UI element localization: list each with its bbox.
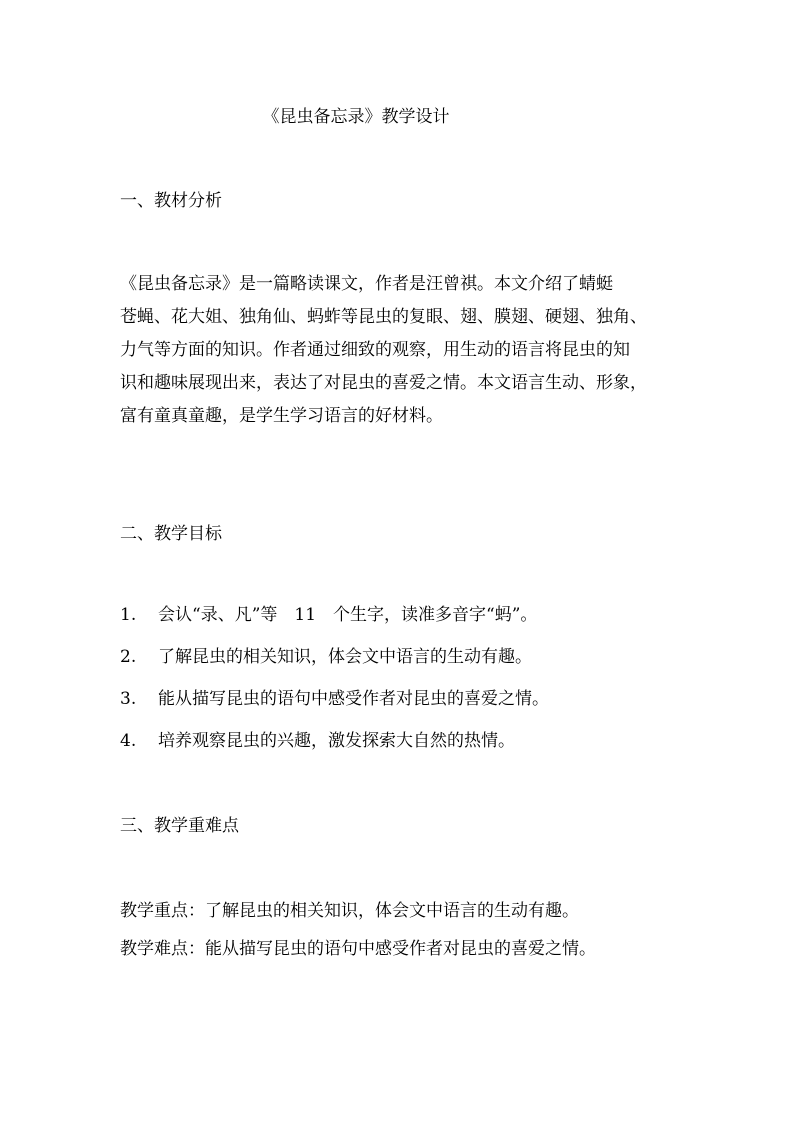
objectives-list bbox=[120, 602, 680, 770]
analysis-paragraph bbox=[120, 268, 684, 433]
document-title: 《昆虫备忘录》教学设计 bbox=[262, 107, 450, 127]
list-item-number: 2. bbox=[120, 647, 137, 667]
key-point-focus: 教学重点：了解昆虫的相关知识，体会文中语言的生动有趣。 bbox=[120, 901, 579, 921]
key-point-difficulty: 教学难点：能从描写昆虫的语句中感受作者对昆虫的喜爱之情。 bbox=[120, 939, 596, 959]
paragraph-line: 力气等方面的知识。作者通过细致的观察，用生动的语言将昆虫的知 bbox=[120, 340, 630, 360]
list-item-text: 会认“录、凡”等 11 个生字，读准多音字“蚂”。 bbox=[158, 605, 538, 625]
list-item-text: 了解昆虫的相关知识，体会文中语言的生动有趣。 bbox=[158, 647, 532, 667]
list-item bbox=[120, 686, 680, 728]
paragraph-line: 识和趣味展现出来，表达了对昆虫的喜爱之情。本文语言生动、形象， bbox=[120, 373, 647, 393]
list-item-number: 4. bbox=[120, 731, 137, 751]
list-item bbox=[120, 602, 680, 644]
section-heading-objectives: 二、教学目标 bbox=[120, 524, 222, 544]
paragraph-line: 苍蝇、花大姐、独角仙、蚂蚱等昆虫的复眼、翅、膜翅、硬翅、独角、 bbox=[120, 307, 647, 327]
paragraph-line: 《昆虫备忘录》是一篇略读课文，作者是汪曾祺。本文介绍了蜻蜓 bbox=[120, 274, 613, 294]
paragraph-line: 富有童真童趣，是学生学习语言的好材料。 bbox=[120, 406, 443, 426]
list-item bbox=[120, 728, 680, 770]
list-item-text: 培养观察昆虫的兴趣，激发探索大自然的热情。 bbox=[158, 731, 515, 751]
section-heading-analysis: 一、教材分析 bbox=[120, 191, 222, 211]
list-item-number: 3. bbox=[120, 689, 137, 709]
section-heading-key-points: 三、教学重难点 bbox=[120, 816, 239, 836]
list-item-text: 能从描写昆虫的语句中感受作者对昆虫的喜爱之情。 bbox=[158, 689, 549, 709]
list-item-number: 1. bbox=[120, 605, 137, 625]
list-item bbox=[120, 644, 680, 686]
